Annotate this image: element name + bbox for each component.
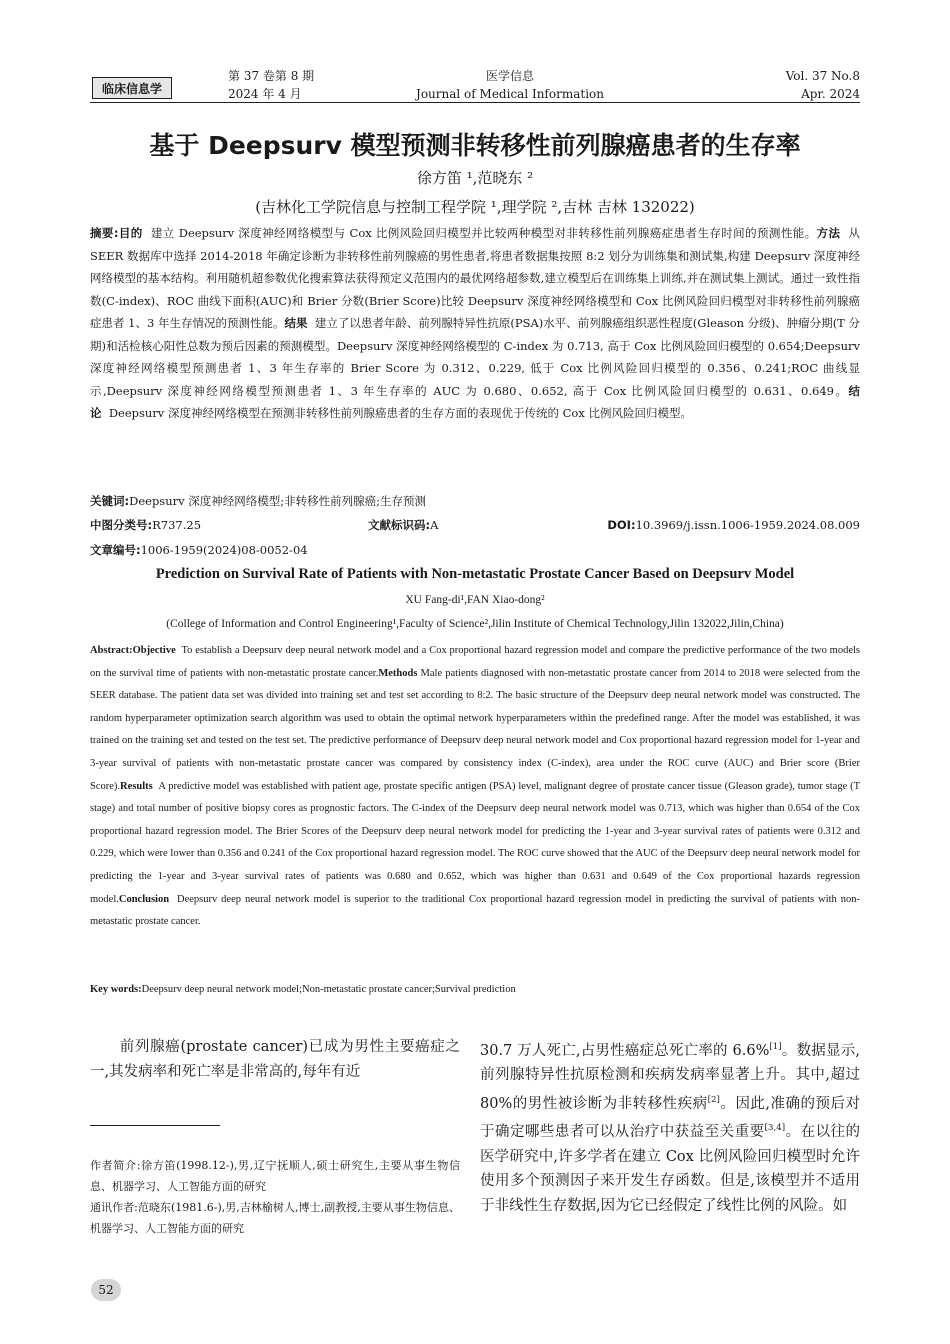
- page-number: 52: [91, 1279, 121, 1301]
- clc-number: [90, 515, 201, 535]
- document-code: [368, 515, 438, 535]
- body-right-text-2: 。数据显示,前列腺特异性抗原检测和疾病发病率显著上升。其中,超过 80%的男性被诊断为非转移性疾病: [480, 1042, 861, 1112]
- results-en: A predictive model was established with patient age, prostate specific antigen (PSA) level, malignant degree of prostate cancer tissue (Gleason grade), tumor stage (T stage) and total number of positive biopsy cores as prognostic factors. The C-index of the Deepsurv deep neural network model was 0.713, which was higher than 0.654 of the Cox proportional hazard regression model. The Brier Scores of the Deepsurv deep neural network model for predicting the 1-year and 3-year survival rates of patients were 0.312 and 0.229, which were lower than 0.356 and 0.241 of the Cox proportional hazard regression model. The ROC curve showed that the AUC of the Deepsurv deep neural network model for predicting the 1-year and 3-year survival rates of patients was 0.680 and 0.652, which was higher than 0.631 and 0.649 of the Cox proportional hazards regression model.: [90, 780, 860, 905]
- citation-3[interactable]: [3,4]: [764, 1123, 786, 1134]
- conclusion-zh: Deepsurv 深度神经网络模型在预测非转移性前列腺癌患者的生存方面的表现优于传统的 Cox 比例风险回归模型。: [108, 406, 692, 420]
- doc-value: A: [430, 518, 439, 532]
- methods-en-label: Methods: [378, 667, 418, 679]
- methods-zh-label: 方法: [816, 226, 841, 240]
- title-zh: 基于 Deepsurv 模型预测非转移性前列腺癌患者的生存率: [149, 131, 801, 160]
- conclusion-en-label: Conclusion: [118, 893, 170, 905]
- results-en-label: Results: [120, 780, 153, 792]
- volume-en: Vol. 37 No.8: [785, 69, 860, 83]
- affiliation-en: (College of Information and Control Engineering¹,Faculty of Science²,Jilin Institute of Chemical Technology,Jilin 132022,Jilin,China): [166, 618, 784, 630]
- methods-zh: 从 SEER 数据库中选择 2014-2018 年确定诊断为非转移性前列腺癌的男性患者,将患者数据集按照 8:2 划分为训练集和测试集,构建 Deepsurv 深度神经网络模型的基本结构。利用随机超参数优化搜索算法获得预定义范围内的最优网络超参数,建立模型后在训练集上训练,并在测试集上测试。通过一致性指数(C-index)、ROC 曲线下面积(AUC)和 Brier 分数(Brier Score)比较 Deepsurv 深度神经网络模型和 Cox 比例风险回归模型对非转移性前列腺癌症患者 1、3 年生存情况的预测性能。: [90, 226, 861, 330]
- journal-zh: 医学信息: [485, 69, 534, 83]
- keywords-zh-text: Deepsurv 深度神经网络模型;非转移性前列腺癌;生存预测: [129, 494, 427, 508]
- article-value: 1006-1959(2024)08-0052-04: [140, 543, 308, 557]
- body-left-text: 前列腺癌(prostate cancer)已成为男性主要癌症之一,其发病率和死亡率是非常高的,每年有近: [90, 1039, 460, 1080]
- title-en: Prediction on Survival Rate of Patients with Non-metastatic Prostate Cancer Based on Deepsurv Model: [155, 566, 795, 582]
- keywords-en-label: Key words:: [90, 984, 142, 995]
- abstract-en-label: Abstract:: [90, 645, 133, 656]
- doc-label: 文献标识码:: [368, 518, 431, 532]
- abstract-en: [90, 640, 860, 934]
- article-number: [90, 540, 860, 560]
- affiliation-zh: (吉林化工学院信息与控制工程学院 ¹,理学院 ²,吉林 吉林 132022): [255, 198, 695, 216]
- doi-label: DOI:: [607, 518, 636, 532]
- results-zh-label: 结果: [284, 316, 308, 330]
- citation-2[interactable]: [2]: [707, 1095, 720, 1106]
- header-volume-en: [786, 67, 860, 103]
- volume-zh: 第 37 卷第 8 期: [228, 69, 315, 83]
- corresponding-author: 通讯作者:范晓东(1981.6-),男,吉林榆树人,博士,副教授,主要从事生物信息、机器学习、人工智能方面的研究: [90, 1201, 460, 1235]
- clc-label: 中图分类号:: [90, 518, 153, 532]
- objective-zh: 建立 Deepsurv 深度神经网络模型与 Cox 比例风险回归模型并比较两种模型对非转移性前列腺癌症患者生存时间的预测性能。: [150, 226, 817, 240]
- doi-value: 10.3969/j.issn.1006-1959.2024.08.009: [635, 518, 860, 532]
- results-zh: 建立了以患者年龄、前列腺特异性抗原(PSA)水平、前列腺癌组织恶性程度(Gleason 分级)、肿瘤分期(T 分期)和活检核心阳性总数为预后因素的预测模型。Deepsurv 深度神经网络模型的 C-index 为 0.713, 高于 Cox 比例风险回归模型的 0.654;Deepsurv 深度神经网络模型预测患者 1、3 年生存率的 Brier Score 为 0.312、0.229, 低于 Cox 比例风险回归模型的 0.356、0.241;ROC 曲线显示,Deepsurv 深度神经网络模型预测患者 1、3 年生存率的 AUC 为 0.680、0.652, 高于 Cox 比例风险回归模型的 0.631、0.649。: [90, 316, 861, 398]
- abstract-zh: [90, 222, 860, 425]
- header-volume-zh: [228, 67, 314, 103]
- conclusion-en: Deepsurv deep neural network model is superior to the traditional Cox proportional hazard regression model in predicting the survival of patients with non-metastatic prostate cancer.: [90, 893, 861, 928]
- keywords-zh: [90, 491, 860, 511]
- body-left-paragraph: [90, 1039, 460, 1080]
- header-journal: [380, 67, 640, 103]
- keywords-en: [90, 980, 860, 1000]
- date-zh: 2024 年 4 月: [228, 87, 302, 101]
- authors-en: XU Fang-di¹,FAN Xiao-dong²: [405, 594, 545, 606]
- author-intro: 作者简介:徐方笛(1998.12-),男,辽宁抚顺人,硕士研究生,主要从事生物信息、机器学习、人工智能方面的研究: [90, 1159, 460, 1193]
- clc-value: R737.25: [152, 518, 202, 532]
- methods-en: Male patients diagnosed with non-metastatic prostate cancer from 2014 to 2018 were selected from the SEER database. The patient data set was divided into training set and test set according to 8:2. The basic structure of the Deepsurv deep neural network model was constructed. The random hyperparameter optimization search algorithm was used to obtain the optimal network hyperparameters within the predefined range. After the model was established, it was trained on the training set and tested on the test set. The predictive performance of Deepsurv deep neural network model and Cox proportional hazard regression model for 1-year and 3-year survival of patients with non-metastatic prostate cancer was compared by consistency index (C-index), area under the ROC curve (AUC) and Brier score (Brier Score).: [90, 667, 860, 792]
- objective-en-label: Objective: [132, 645, 176, 656]
- header-divider: [90, 102, 860, 103]
- authors-zh: 徐方笛 ¹,范晓东 ²: [416, 169, 534, 187]
- body-right-text-3: 。因此,准确的预后对于确定哪些患者可以从治疗中获益至关重要: [480, 1095, 860, 1141]
- conclusion-zh-label: 结论: [90, 383, 860, 420]
- footnote: [90, 1155, 460, 1239]
- objective-zh-label: 目的: [118, 226, 143, 240]
- objective-en: To establish a Deepsurv deep neural network model and a Cox proportional hazard regression model and compare the predictive performance of the two models on the survival time of patients with non-metastatic prostate cancer.: [90, 645, 861, 679]
- keywords-en-text: Deepsurv deep neural network model;Non-metastatic prostate cancer;Survival prediction: [141, 984, 516, 995]
- body-right-text-1: 30.7 万人死亡,占男性癌症总死亡率的 6.6%: [480, 1042, 770, 1059]
- journal-en: Journal of Medical Information: [416, 87, 604, 101]
- section-badge: 临床信息学: [92, 77, 172, 99]
- body-right-text-4: 。在以往的医学研究中,许多学者在建立 Cox 比例风险回归模型时允许使用多个预测因子来开发生存函数。但是,该模型并不适用于非线性生存数据,因为它已经假定了线性比例的风险。如: [480, 1124, 861, 1215]
- footnote-divider: [90, 1125, 220, 1126]
- abstract-zh-label: 摘要:: [90, 226, 119, 240]
- body-right-column: [480, 1035, 860, 1219]
- article-label: 文章编号:: [90, 543, 141, 557]
- date-en: Apr. 2024: [801, 87, 860, 101]
- keywords-zh-label: 关键词:: [90, 494, 130, 508]
- citation-1[interactable]: [1]: [769, 1042, 782, 1052]
- body-left-column: [90, 1035, 460, 1084]
- doi: [607, 515, 860, 535]
